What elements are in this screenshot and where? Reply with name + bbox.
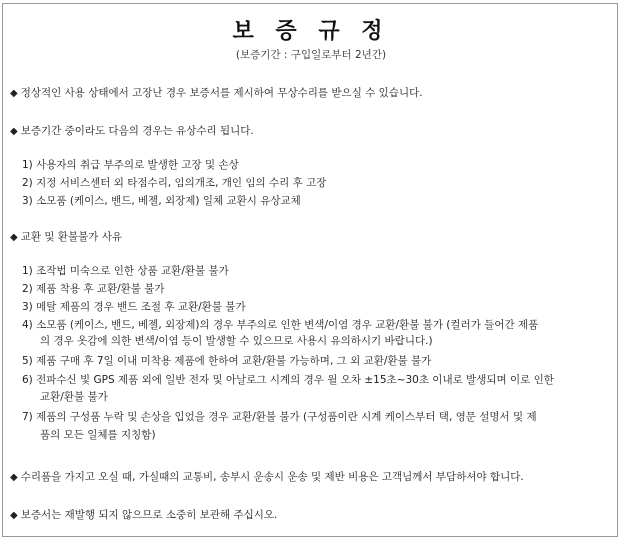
diamond-bullet-icon: ◆ — [10, 232, 18, 243]
section-free-repair — [10, 86, 423, 101]
list-item: 5) 제품 구매 후 7일 이내 미착용 제품에 한하여 교환/환불 가능하며, 그 외 교환/환불 불가 — [22, 355, 432, 367]
list-item: 1) 조작법 미숙으로 인한 상품 교환/환불 불가 — [22, 265, 229, 277]
section-shipping-cost — [10, 470, 524, 485]
warranty-period: (보증기간 : 구입일로부터 2년간) — [235, 49, 387, 61]
section-text: 교환 및 환불불가 사유 — [20, 231, 123, 243]
section-text: 보증기간 중이라도 다음의 경우는 유상수리 됩니다. — [20, 125, 254, 137]
list-item: 6) 전파수신 빛 GPS 제품 외에 일반 전자 및 아날로그 시계의 경우 월 오차 ±15초~30초 이내로 발생되며 이로 인한 — [22, 374, 554, 386]
diamond-bullet-icon: ◆ — [10, 472, 18, 483]
section-text: 보증서는 재발행 되지 않으므로 소중히 보관해 주십시오. — [20, 509, 278, 521]
list-item: 7) 제품의 구성품 누락 및 손상을 입었을 경우 교환/환불 불가 (구성품이란 시계 케이스부터 택, 영문 설명서 및 제 — [22, 411, 537, 423]
list-item: 2) 제품 착용 후 교환/환불 불가 — [22, 283, 165, 295]
list-item: 3) 소모품 (케이스, 밴드, 베젤, 외장제) 일체 교환시 유상교체 — [22, 195, 301, 207]
list-item-continuation: 의 경우 옷감에 의한 변색/이염 등이 발생할 수 있으므로 사용시 유의하시기 바랍니다.) — [40, 335, 433, 347]
document-title: 보 증 규 정 — [232, 19, 390, 44]
section-text: 정상적인 사용 상태에서 고장난 경우 보증서를 제시하여 무상수리를 받으실 수 있습니다. — [20, 87, 423, 99]
list-item: 2) 지정 서비스센터 외 타점수리, 임의개조, 개인 임의 수리 후 고장 — [22, 177, 327, 189]
section-text: 수리품을 가지고 오실 때, 가실때의 교통비, 송부시 운송시 운송 및 제반 비용은 고객님께서 부담하셔야 합니다. — [20, 471, 524, 483]
diamond-bullet-icon: ◆ — [10, 88, 18, 99]
list-item-continuation: 교환/환불 불가 — [40, 391, 108, 403]
list-item: 4) 소모품 (케이스, 밴드, 베젤, 외장제)의 경우 부주의로 인한 변색/이염 경우 교환/환불 불가 (컬러가 들어간 제품 — [22, 319, 539, 331]
list-item-continuation: 품의 모든 일체를 지칭함) — [40, 429, 156, 441]
section-exchange-heading — [10, 230, 122, 245]
section-paid-repair-heading — [10, 124, 254, 139]
diamond-bullet-icon: ◆ — [10, 126, 18, 137]
section-keep-warranty — [10, 508, 277, 523]
list-item: 1) 사용자의 취급 부주의로 발생한 고장 및 손상 — [22, 159, 239, 171]
diamond-bullet-icon: ◆ — [10, 510, 18, 521]
list-item: 3) 메탈 제품의 경우 밴드 조절 후 교환/환불 불가 — [22, 301, 246, 313]
